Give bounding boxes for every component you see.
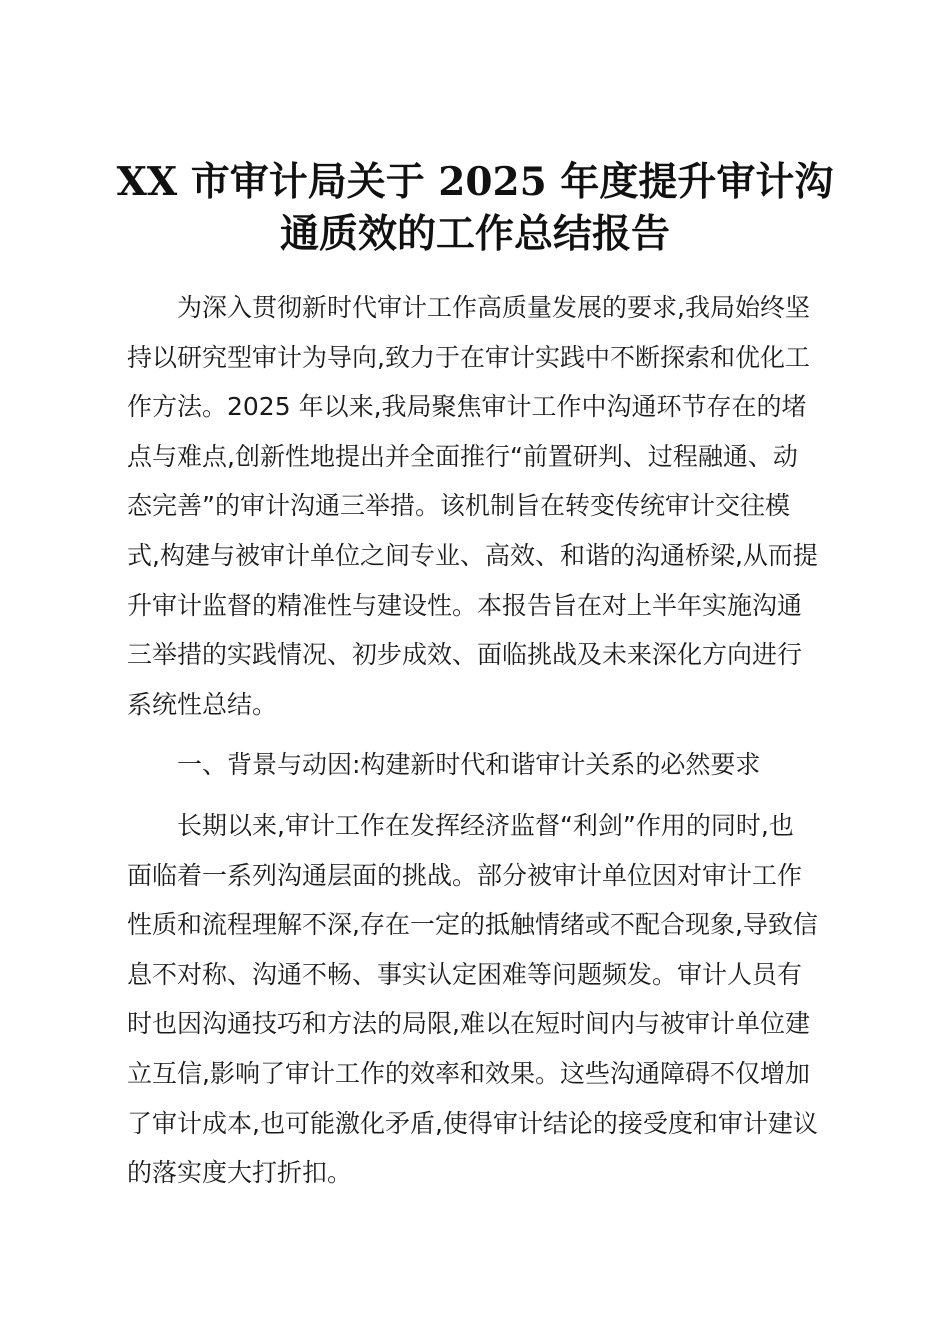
section-heading <box>127 740 833 790</box>
text-line: 持以研究型审计为导向,致力于在审计实践中不断探索和优化工 <box>127 342 810 372</box>
section-heading-text: 一、背景与动因:构建新时代和谐审计关系的必然要求 <box>177 750 761 780</box>
text-line: 系统性总结。 <box>127 689 278 719</box>
title-line: 通质效的工作总结报告 <box>279 211 670 257</box>
text-line: 三举措的实践情况、初步成效、面临挑战及未来深化方向进行 <box>127 640 803 670</box>
text-line: 时也因沟通技巧和方法的局限,难以在短时间内与被审计单位建 <box>127 1009 810 1039</box>
text-line: 点与难点,创新性地提出并全面推行“前置研判、过程融通、动 <box>127 441 798 471</box>
title-line: XX 市审计局关于 2025 年度提升审计沟 <box>116 159 834 205</box>
text-line: 作方法。2025 年以来,我局聚焦审计工作中沟通环节存在的堵 <box>127 392 807 422</box>
text-line: 息不对称、沟通不畅、事实认定困难等问题频发。审计人员有 <box>127 959 803 989</box>
text-line: 了审计成本,也可能激化矛盾,使得审计结论的接受度和审计建议 <box>127 1108 818 1138</box>
text-line: 态完善”的审计沟通三举措。该机制旨在转变传统审计交往模 <box>127 491 790 521</box>
intro-paragraph <box>127 283 833 729</box>
text-line: 性质和流程理解不深,存在一定的抵触情绪或不配合现象,导致信 <box>127 910 818 940</box>
text-line: 面临着一系列沟通层面的挑战。部分被审计单位因对审计工作 <box>127 860 803 890</box>
document-body <box>127 283 833 1209</box>
document-title <box>100 156 850 260</box>
text-line: 长期以来,审计工作在发挥经济监督“利剑”作用的同时,也 <box>177 810 794 840</box>
text-line: 为深入贯彻新时代审计工作高质量发展的要求,我局始终坚 <box>177 293 810 322</box>
text-line: 式,构建与被审计单位之间专业、高效、和谐的沟通桥梁,从而提 <box>127 540 818 570</box>
text-line: 的落实度大打折扣。 <box>127 1158 353 1188</box>
text-line: 立互信,影响了审计工作的效率和效果。这些沟通障碍不仅增加 <box>127 1058 810 1088</box>
text-line: 升审计监督的精准性与建设性。本报告旨在对上半年实施沟通 <box>127 590 803 620</box>
background-paragraph <box>127 801 833 1198</box>
